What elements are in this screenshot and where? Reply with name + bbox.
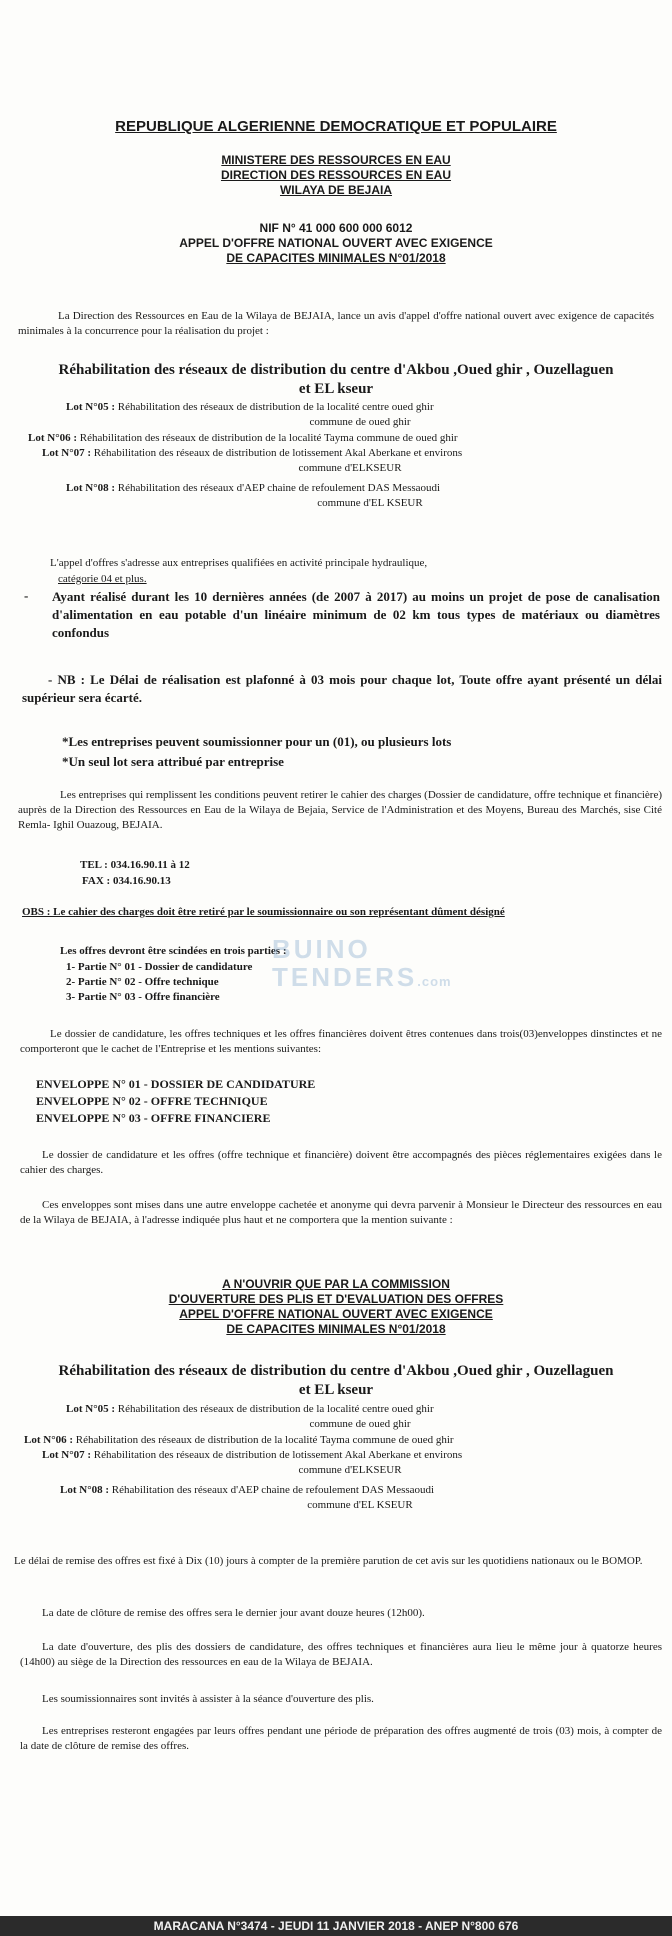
project-title: Réhabilitation des réseaux de distribution du centre d'Akbou ,Oued ghir , Ouzellaguen xyxy=(58,1363,614,1379)
mention-line1: A N'OUVRIR QUE PAR LA COMMISSION xyxy=(222,1277,450,1291)
enveloppe-item: ENVELOPPE N° 01 - DOSSIER DE CANDIDATURE xyxy=(36,1077,316,1091)
lot-description: Réhabilitation des réseaux d'AEP chaine de refoulement DAS Messaoudi xyxy=(111,1484,435,1496)
bullet-dash: - xyxy=(24,588,29,603)
lot-item xyxy=(42,446,662,461)
retrait-paragraph: Les entreprises qui remplissent les conditions peuvent retirer le cahier des charges (Dossier de candidature, offre technique et financière) auprès de la Direction des Ressources en Eau de la Wilaya de Bejaia, Service de l'Administration et des Moyens, Bureau des Marchés, sise Cité Remla- Ighil Ouazoug, BEJAIA. xyxy=(18,789,662,831)
lot-item xyxy=(66,1402,656,1417)
buino-tenders-watermark xyxy=(272,935,492,995)
lot-description: Réhabilitation des réseaux de distribution de la localité Tayma commune de oued ghir xyxy=(79,432,458,444)
nif-number: NIF N° 41 000 600 000 6012 xyxy=(259,221,413,235)
part-item: 3- Partie N° 03 - Offre financière xyxy=(66,991,220,1003)
enveloppes-paragraph: Le dossier de candidature, les offres techniques et les offres financières doivent êtres contenues dans trois(03)enveloppes dinstinctes et ne comporteront que le cachet de l'Entreprise et les mentions suivantes: xyxy=(20,1028,662,1055)
intro-paragraph: La Direction des Ressources en Eau de la Wilaya de BEJAIA, lance un avis d'appel d'offre national ouvert avec exigence de capacités minimales à la concurrence pour la réalisation du projet : xyxy=(18,310,654,337)
enveloppe-item: ENVELOPPE N° 03 - OFFRE FINANCIERE xyxy=(36,1111,271,1125)
project-title-line2: et EL kseur xyxy=(298,1382,374,1398)
appel-title-line2: DE CAPACITES MINIMALES N°01/2018 xyxy=(226,251,446,265)
eligibility-requirement: Ayant réalisé durant les 10 dernières années (de 2007 à 2017) au moins un projet de pose de canalisation d'alimentation en eau potable d'un linéaire minimum de 02 km tous types de matériaux ou diamètres confondus xyxy=(52,589,660,640)
mention-line4: DE CAPACITES MINIMALES N°01/2018 xyxy=(226,1322,446,1336)
lot-description: Réhabilitation des réseaux de distribution de la localité centre oued ghir xyxy=(117,401,434,413)
direction-heading: DIRECTION DES RESSOURCES EN EAU xyxy=(220,168,452,182)
eligibility-line: L'appel d'offres s'adresse aux entreprises qualifiées en activité principale hydraulique, xyxy=(50,557,428,569)
eligibility-category: catégorie 04 et plus. xyxy=(58,573,147,585)
lot-number: Lot N°05 : xyxy=(66,1403,116,1415)
wilaya-heading: WILAYA DE BEJAIA xyxy=(279,183,393,197)
lot-commune: commune d'ELKSEUR xyxy=(298,462,402,474)
lot-number: Lot N°07 : xyxy=(42,447,92,459)
lot-commune: commune de oued ghir xyxy=(309,416,411,428)
lot-item xyxy=(66,400,656,415)
lot-commune: commune d'ELKSEUR xyxy=(298,1464,402,1476)
lot-number: Lot N°08 : xyxy=(60,1484,110,1496)
contact-tel: TEL : 034.16.90.11 à 12 xyxy=(80,859,190,871)
lots-note: *Un seul lot sera attribué par entreprise xyxy=(62,754,284,769)
lot-number: Lot N°07 : xyxy=(42,1449,92,1461)
lot-item xyxy=(24,1433,662,1448)
watermark-line2-wrap xyxy=(272,963,492,996)
lot-description: Réhabilitation des réseaux de distribution de lotissement Akal Aberkane et environs xyxy=(93,1449,463,1461)
lot-description: Réhabilitation des réseaux d'AEP chaine de refoulement DAS Messaoudi xyxy=(117,482,441,494)
pieces-paragraph: Le dossier de candidature et les offres (offre technique et financière) doivent être accompagnés des pièces réglementaires exigées dans le cahier des charges. xyxy=(20,1149,662,1176)
lot-number: Lot N°06 : xyxy=(28,432,78,444)
obs-note: OBS : Le cahier des charges doit être retiré par le soumissionnaire ou son représentant dûment désigné xyxy=(22,906,505,918)
lot-item xyxy=(42,1448,662,1463)
lot-description: Réhabilitation des réseaux de distribution de la localité centre oued ghir xyxy=(117,1403,434,1415)
lot-commune: commune d'EL KSEUR xyxy=(317,497,423,509)
project-title: Réhabilitation des réseaux de distribution du centre d'Akbou ,Oued ghir , Ouzellaguen xyxy=(58,362,614,378)
lot-item xyxy=(60,1483,660,1498)
mention-line3: APPEL D'OFFRE NATIONAL OUVERT AVEC EXIGENCE xyxy=(179,1307,493,1321)
lot-commune: commune de oued ghir xyxy=(309,1418,411,1430)
lot-commune: commune d'EL KSEUR xyxy=(307,1499,413,1511)
lot-number: Lot N°06 : xyxy=(24,1434,74,1446)
delai-paragraph: Le délai de remise des offres est fixé à Dix (10) jours à compter de la première parution de cet avis sur les quotidiens nationaux ou le BOMOP. xyxy=(14,1555,643,1567)
republic-heading: REPUBLIQUE ALGERIENNE DEMOCRATIQUE ET POPULAIRE xyxy=(115,118,557,135)
lot-description: Réhabilitation des réseaux de distribution de lotissement Akal Aberkane et environs xyxy=(93,447,463,459)
watermark-line2: TENDERS xyxy=(272,962,418,992)
watermark-line1: BUINO xyxy=(272,934,371,964)
ministry-heading: MINISTERE DES RESSOURCES EN EAU xyxy=(221,153,451,167)
lots-note: *Les entreprises peuvent soumissionner pour un (01), ou plusieurs lots xyxy=(62,734,452,749)
lot-number: Lot N°05 : xyxy=(66,401,116,413)
part-item: 2- Partie N° 02 - Offre technique xyxy=(66,976,219,988)
lot-number: Lot N°08 : xyxy=(66,482,116,494)
project-title-line2: et EL kseur xyxy=(298,381,374,397)
mention-line2: D'OUVERTURE DES PLIS ET D'EVALUATION DES OFFRES xyxy=(168,1292,504,1306)
ouverture-paragraph: La date d'ouverture, des plis des dossiers de candidature, des offres techniques et financières aura lieu le même jour à quatorze heures (14h00) au siège de la Direction des ressources en eau de la Wilaya de BEJAIA. xyxy=(20,1641,662,1668)
nb-note: - NB : Le Délai de réalisation est plafonné à 03 mois pour chaque lot, Toute offre ayant présenté un délai supérieur sera écarté. xyxy=(22,672,662,705)
anonyme-paragraph: Ces enveloppes sont mises dans une autre enveloppe cachetée et anonyme qui devra parvenir à Monsieur le Directeur des ressources en eau de la Wilaya de BEJAIA, à l'adresse indiquée plus haut et ne comportera que la mention suivante : xyxy=(20,1199,662,1226)
lot-item xyxy=(66,481,656,496)
publication-footer: MARACANA N°3474 - JEUDI 11 JANVIER 2018 - ANEP N°800 676 xyxy=(0,1916,672,1936)
appel-title-line1: APPEL D'OFFRE NATIONAL OUVERT AVEC EXIGENCE xyxy=(179,236,493,250)
engages-paragraph: Les entreprises resteront engagées par leurs offres pendant une période de préparation des offres augmenté de trois (03) mois, à compter de la date de clôture de remise des offres. xyxy=(20,1725,662,1752)
contact-fax: FAX : 034.16.90.13 xyxy=(82,875,171,887)
invites-paragraph: Les soumissionnaires sont invités à assister à la séance d'ouverture des plis. xyxy=(42,1693,374,1705)
lot-item xyxy=(28,431,662,446)
cloture-paragraph: La date de clôture de remise des offres sera le dernier jour avant douze heures (12h00). xyxy=(42,1607,425,1619)
lot-description: Réhabilitation des réseaux de distribution de la localité Tayma commune de oued ghir xyxy=(75,1434,454,1446)
parts-intro: Les offres devront être scindées en trois parties : xyxy=(60,945,287,957)
watermark-suffix: .com xyxy=(417,974,452,989)
enveloppe-item: ENVELOPPE N° 02 - OFFRE TECHNIQUE xyxy=(36,1094,268,1108)
part-item: 1- Partie N° 01 - Dossier de candidature xyxy=(66,961,253,973)
